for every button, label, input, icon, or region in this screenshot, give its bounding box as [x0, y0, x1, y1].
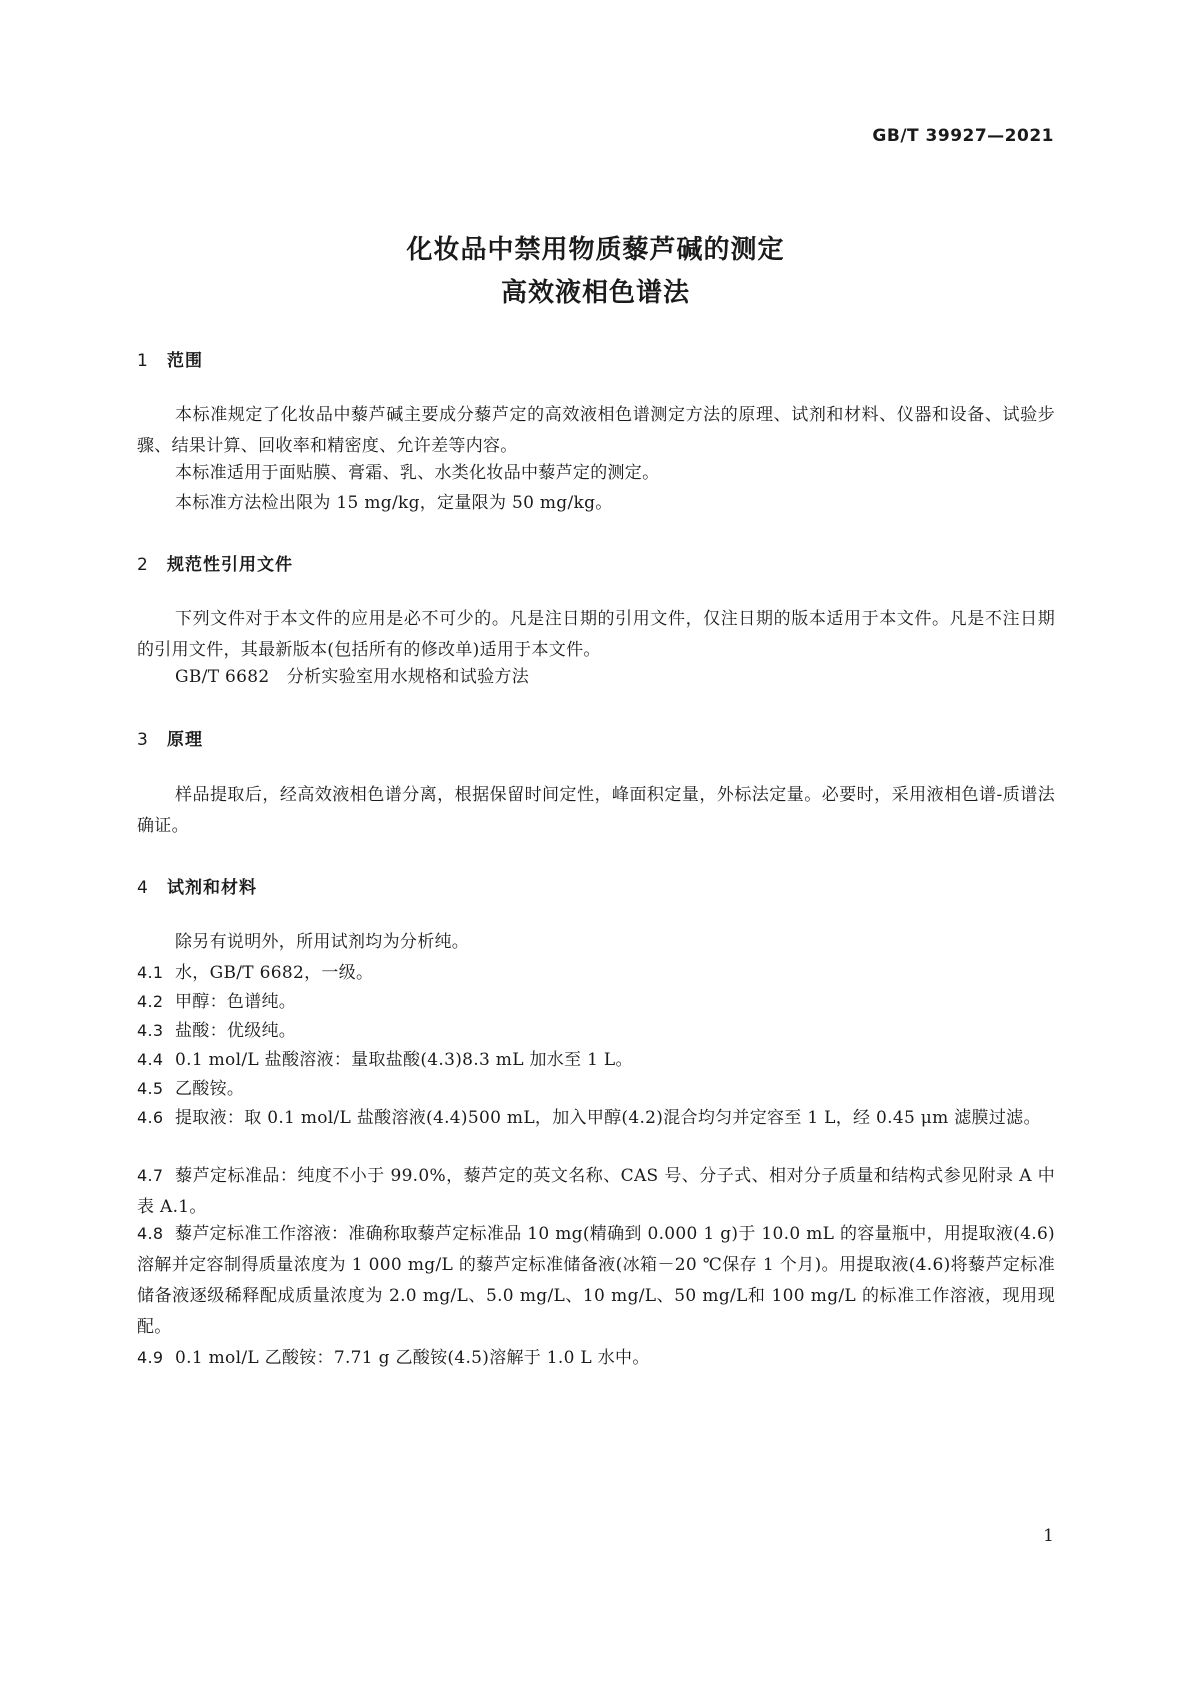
section-title: 范围 — [167, 351, 203, 371]
item-text: 甲醇：色谱纯。 — [175, 992, 297, 1012]
list-item — [137, 1342, 1055, 1374]
list-item — [137, 1102, 1055, 1134]
item-text: 提取液：取 0.1 mol/L 盐酸溶液(4.4)500 mL，加入甲醇(4.2)混合均匀并定容至 1 L，经 0.45 μm 滤膜过滤。 — [175, 1108, 1041, 1128]
section-title: 试剂和材料 — [167, 878, 257, 898]
item-text: 盐酸：优级纯。 — [175, 1021, 297, 1041]
paragraph: 本标准方法检出限为 15 mg/kg，定量限为 50 mg/kg。 — [175, 493, 613, 513]
item-text: 0.1 mol/L 乙酸铵：7.71 g 乙酸铵(4.5)溶解于 1.0 L 水中。 — [175, 1348, 650, 1368]
item-text: 藜芦定标准品：纯度不小于 99.0%，藜芦定的英文名称、CAS 号、分子式、相对分子质量和结构式参见附录 A 中表 A.1。 — [137, 1166, 1055, 1217]
item-text: 乙酸铵。 — [175, 1079, 245, 1099]
document-title-line-1: 化妆品中禁用物质藜芦碱的测定 — [406, 235, 785, 265]
item-number: 4.7 — [137, 1166, 164, 1185]
section-title: 原理 — [167, 730, 203, 750]
section-number: 3 — [137, 730, 149, 750]
paragraph: 下列文件对于本文件的应用是必不可少的。凡是注日期的引用文件，仅注日期的版本适用于本文件。凡是不注日期的引用文件，其最新版本(包括所有的修改单)适用于本文件。 — [137, 609, 1055, 660]
item-number: 4.4 — [137, 1050, 164, 1069]
item-number: 4.6 — [137, 1108, 164, 1127]
item-number: 4.5 — [137, 1079, 164, 1098]
paragraph: 除另有说明外，所用试剂均为分析纯。 — [175, 932, 470, 952]
section-title: 规范性引用文件 — [167, 555, 293, 575]
item-number: 4.1 — [137, 963, 164, 982]
page-number: 1 — [1043, 1526, 1054, 1546]
item-number: 4.3 — [137, 1021, 164, 1040]
list-item — [137, 986, 1055, 1018]
section-heading-reagents — [137, 873, 257, 898]
section-number: 1 — [137, 351, 149, 371]
list-item — [137, 1160, 1055, 1223]
item-number: 4.8 — [137, 1224, 164, 1243]
list-item — [137, 1073, 1055, 1105]
document-title-line-2: 高效液相色谱法 — [500, 278, 690, 308]
paragraph: 本标准规定了化妆品中藜芦碱主要成分藜芦定的高效液相色谱测定方法的原理、试剂和材料、仪器和设备、试验步骤、结果计算、回收率和精密度、允许差等内容。 — [137, 405, 1055, 456]
item-text: 0.1 mol/L 盐酸溶液：量取盐酸(4.3)8.3 mL 加水至 1 L。 — [175, 1050, 633, 1070]
paragraph: 样品提取后，经高效液相色谱分离，根据保留时间定性，峰面积定量，外标法定量。必要时，采用液相色谱-质谱法确证。 — [137, 785, 1055, 836]
section-number: 4 — [137, 878, 149, 898]
item-number: 4.9 — [137, 1348, 164, 1367]
section-heading-normative-references — [137, 550, 293, 575]
section-heading-scope — [137, 346, 203, 371]
standard-code: GB/T 39927—2021 — [872, 126, 1054, 146]
item-text: 水，GB/T 6682，一级。 — [175, 963, 374, 983]
reference-entry: GB/T 6682 分析实验室用水规格和试验方法 — [175, 667, 530, 687]
section-number: 2 — [137, 555, 149, 575]
paragraph: 本标准适用于面贴膜、膏霜、乳、水类化妆品中藜芦定的测定。 — [175, 463, 660, 483]
item-text: 藜芦定标准工作溶液：准确称取藜芦定标准品 10 mg(精确到 0.000 1 g)于 10.0 mL 的容量瓶中，用提取液(4.6)溶解并定容制得质量浓度为 1 000 mg/L 的藜芦定标准储备液(冰箱－20 ℃保存 1 个月)。用提取液(4.6)将藜芦定标准储备液逐级稀释配成质量浓度为 2.0 mg/L、5.0 mg/L、10 mg/L、50 mg/L和 100 mg/L 的标准工作溶液，现用现配。 — [137, 1224, 1055, 1337]
list-item — [137, 1015, 1055, 1047]
list-item — [137, 1044, 1055, 1076]
item-number: 4.2 — [137, 992, 164, 1011]
list-item — [137, 1218, 1055, 1343]
list-item — [137, 957, 1055, 989]
section-heading-principle — [137, 725, 203, 750]
